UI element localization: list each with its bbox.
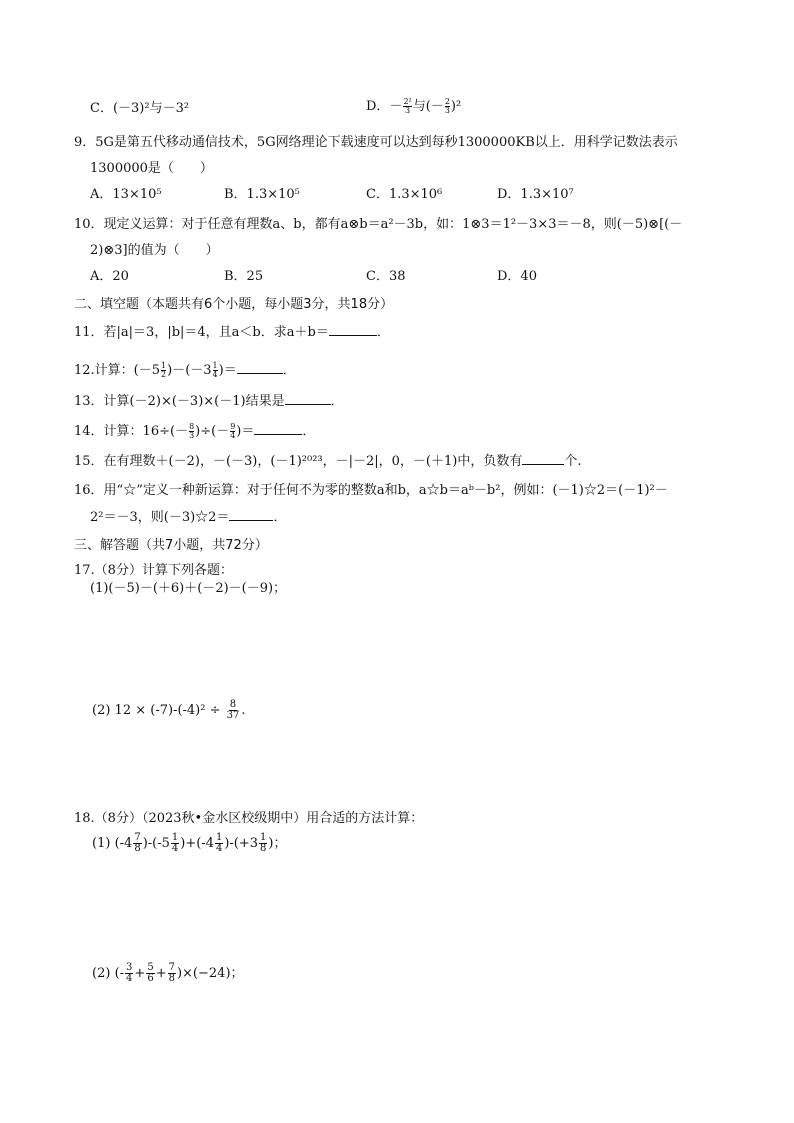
q15: 15．在有理数＋(－2)，－(－3)，(－1)²⁰²³，－|－2|，0，－(＋1)中，负数有 个. <box>74 454 582 469</box>
q17-part2: (2) 12 × (-7)-(-4)² ÷ $\frac{8}{37}$ . <box>92 699 246 721</box>
q13-answer-blank[interactable] <box>285 392 331 405</box>
q10-stem-line2: 2)⊗3]的值为（ ） <box>90 243 219 258</box>
q9-stem-line1: 9．5G是第五代移动通信技术，5G网络理论下载速度可以达到每秒1300000KB以上．用科学记数法表示 <box>74 135 678 150</box>
q8-option-c: C．(－3)²与－3² <box>90 101 190 116</box>
q16-line2: 2²＝－3，则(－3)☆2＝ ． <box>90 510 287 525</box>
q10-stem-line1: 10．现定义运算：对于任意有理数a、b，都有a⊗b＝a²－3b，如：1⊗3＝1²－3×3＝－8，则(－5)⊗[(－ <box>74 217 683 232</box>
section-3-heading: 三、解答题（共7小题，共72分） <box>74 538 268 553</box>
q11: 11．若|a|＝3，|b|＝4，且a＜b．求a＋b＝ ． <box>74 325 390 340</box>
q10-option-b: B．25 <box>224 269 264 284</box>
q15-answer-blank[interactable] <box>522 452 564 465</box>
q11-answer-blank[interactable] <box>329 323 377 336</box>
q16-line1: 16．用“☆”定义一种新运算：对于任何不为零的整数a和b，a☆b＝aᵇ－b²，例如：(－1)☆2＝(－1)²－ <box>74 483 668 498</box>
q9-option-a: A．13×10⁵ <box>90 187 162 202</box>
q12-answer-blank[interactable] <box>237 361 283 374</box>
section-2-heading: 二、填空题（本题共有6个小题，每小题3分，共18分） <box>74 297 394 312</box>
q10-option-a: A．20 <box>90 269 129 284</box>
q14-answer-blank[interactable] <box>254 422 302 435</box>
q10-option-d: D．40 <box>497 269 537 284</box>
q9-option-c: C．1.3×10⁶ <box>366 187 443 202</box>
q10-option-c: C．38 <box>366 269 406 284</box>
q9-option-d: D．1.3×10⁷ <box>497 187 574 202</box>
q9-stem-line2: 1300000是（ ） <box>90 161 213 176</box>
q13: 13．计算(－2)×(－3)×(－1)结果是 ． <box>74 394 344 409</box>
q17-part1: (1)(－5)－(＋6)＋(－2)－(－9)； <box>90 581 287 596</box>
q18-title: 18.（8分）（2023秋•金水区校级期中）用合适的方法计算： <box>74 811 424 826</box>
q12: 12.计算：(－5 $\frac{1}{2}$ )－(－3 $\frac{1}{4}$ )＝ ． <box>74 361 296 379</box>
q16-answer-blank[interactable] <box>229 508 273 521</box>
q18-part1: (1) (-4 $\frac{7}{8}$ )-(-5 $\frac{1}{4}$ )+(-4 $\frac{1}{4}$ )-(+3 $\frac{1}{8}$ )； <box>92 832 287 854</box>
q8-option-d: D．－ $\frac{\text{2²}}{3}$ 与(－ $\frac{2}{3}$ )² <box>366 97 462 115</box>
q18-part2: (2) (- $\frac{3}{4}$ + $\frac{5}{6}$ + $\frac{7}{8}$ )×(−24)； <box>92 962 244 984</box>
q17-title: 17.（8分）计算下列各题： <box>74 563 233 578</box>
q14: 14．计算：16÷(－ $\frac{8}{3}$ )÷(－ $\frac{9}{4}$ )＝ ． <box>74 422 316 440</box>
q9-option-b: B．1.3×10⁵ <box>224 187 300 202</box>
